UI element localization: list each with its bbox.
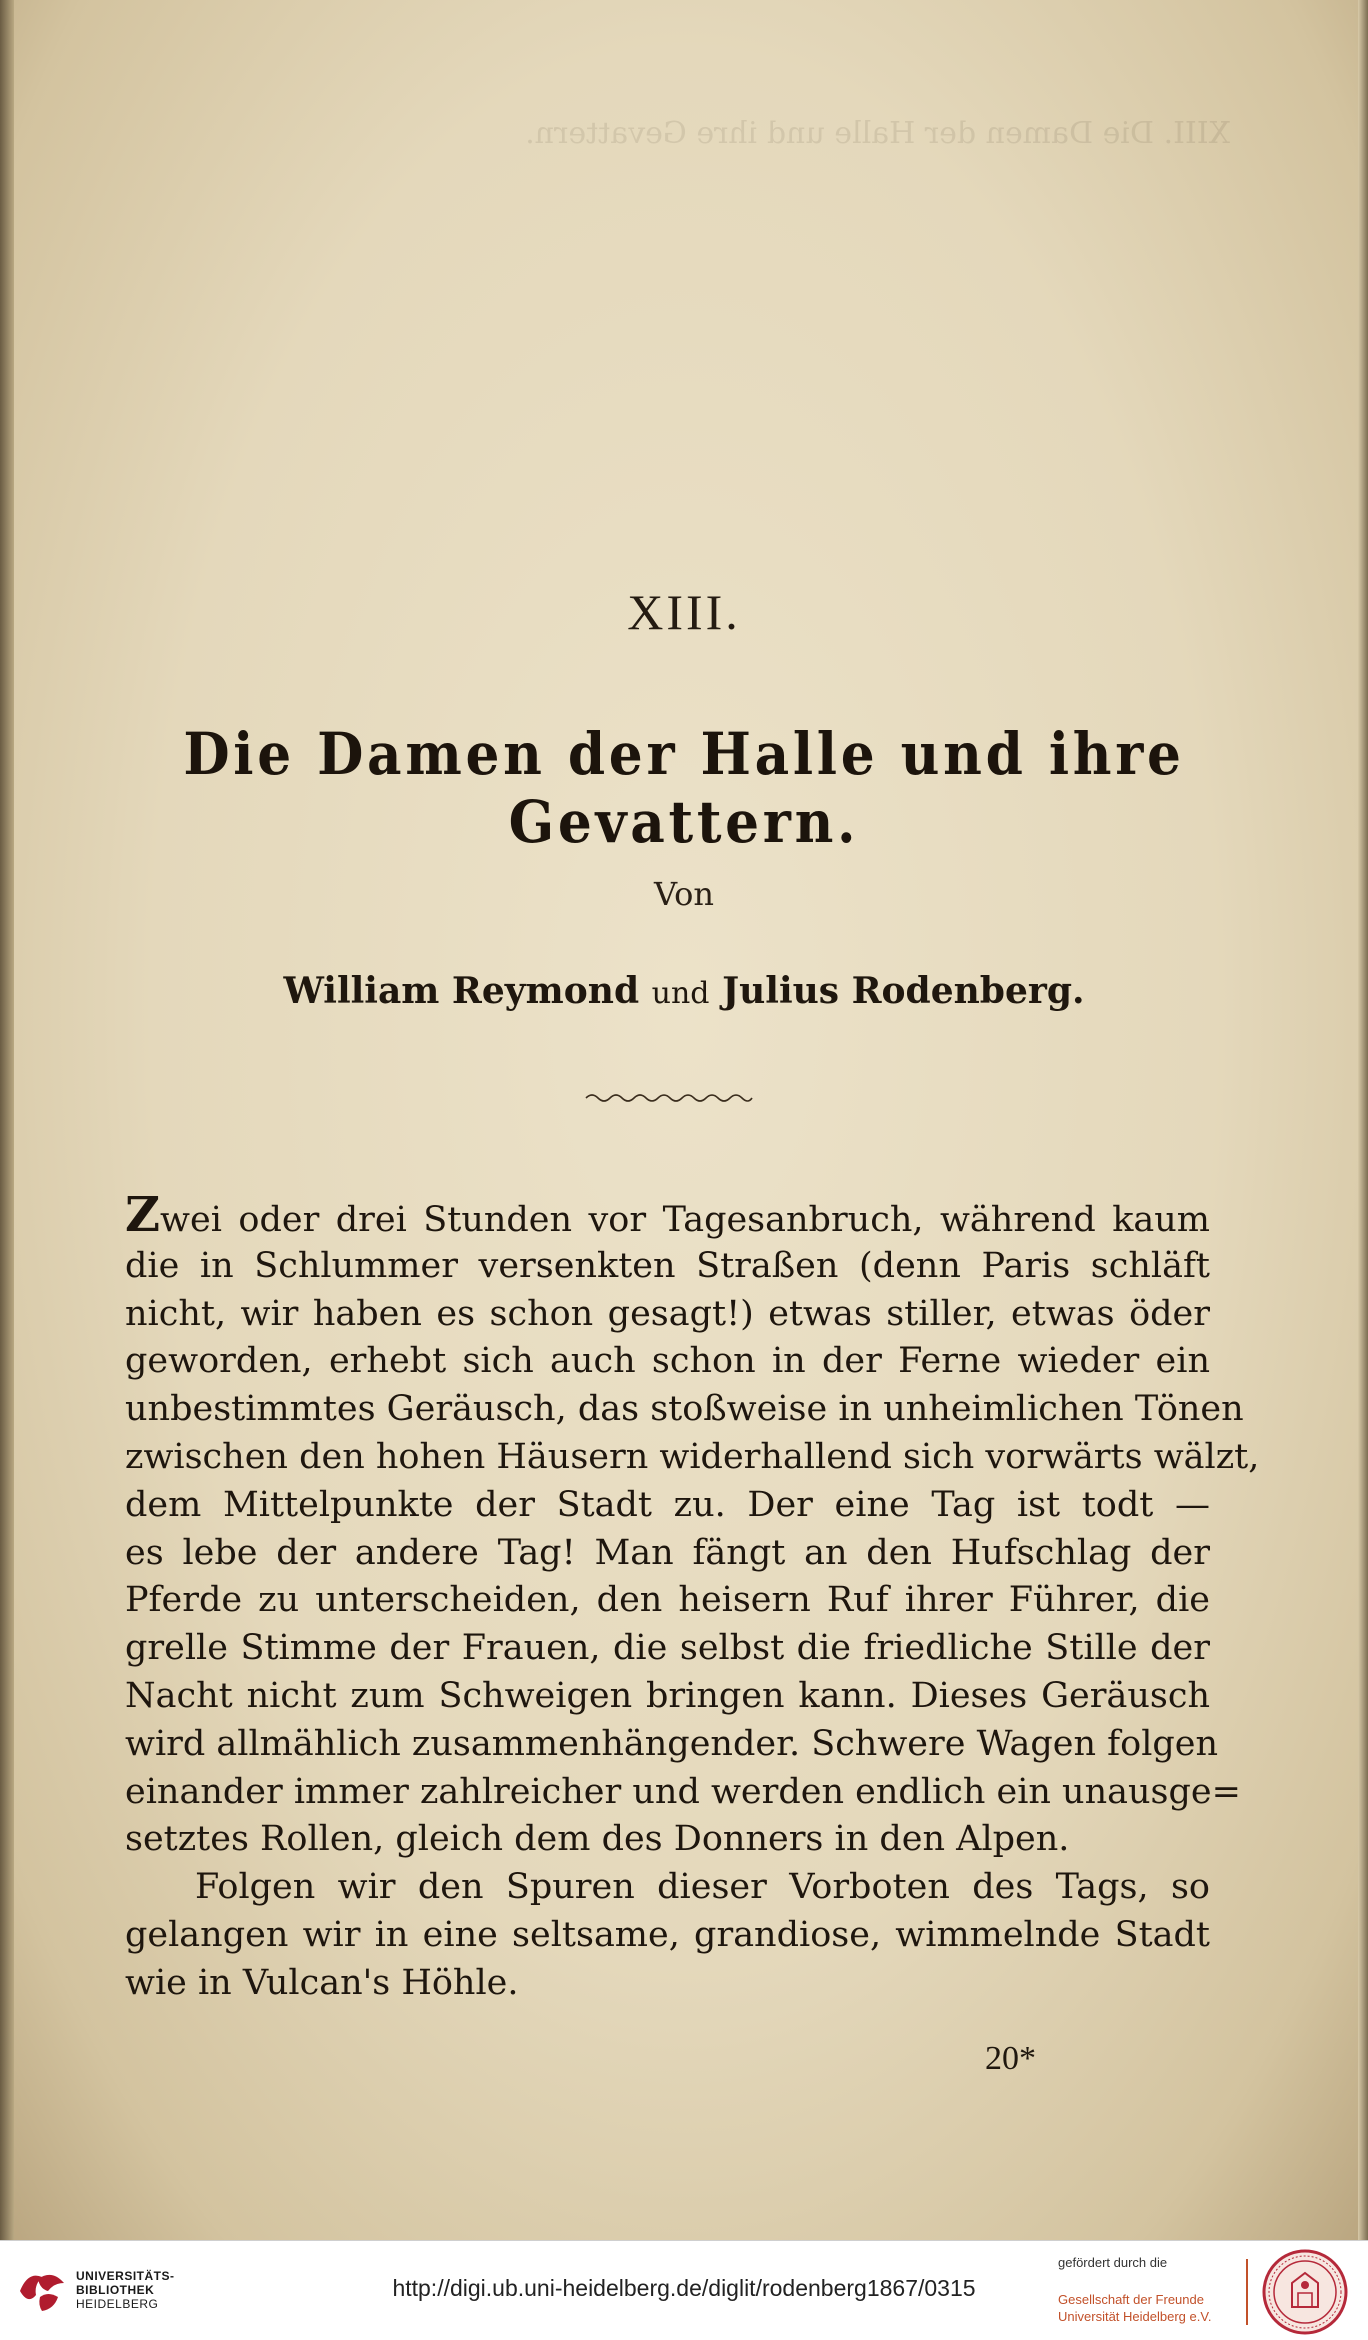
page-left-edge — [0, 0, 14, 2240]
society-name[interactable] — [1058, 2291, 1211, 2325]
chapter-number: XIII. — [627, 584, 741, 640]
author-1: William Reymond — [283, 970, 640, 1012]
bleed-through-text: XIII. Die Damen der Halle und ihre Gevattern. — [525, 116, 1230, 151]
society-name-line-2: Universität Heidelberg e.V. — [1058, 2309, 1212, 2324]
author-connector: und — [651, 976, 710, 1011]
text-line: unbestimmtes Geräusch, das stoßweise in unheimlichen Tönen — [125, 1389, 1244, 1430]
text-line: geworden, erhebt sich auch schon in der Ferne wieder ein — [125, 1341, 1210, 1382]
signature-mark: 20* — [985, 2040, 1036, 2077]
page-right-edge — [1358, 0, 1368, 2240]
text-line: nicht, wir haben es schon gesagt!) etwas stiller, etwas öder — [125, 1293, 1210, 1334]
text-line: Nacht nicht zum Schweigen bringen kann. Dieses Geräusch — [125, 1675, 1210, 1716]
society-name-line-1: Gesellschaft der Freunde — [1058, 2292, 1204, 2307]
text-line: einander immer zahlreicher und werden endlich ein unausge= — [125, 1771, 1241, 1812]
university-seal-icon[interactable] — [1262, 2249, 1348, 2335]
text-line: setztes Rollen, gleich dem des Donners in den Alpen. — [125, 1819, 1070, 1860]
chapter-title: Die Damen der Halle und ihre Gevattern. — [183, 720, 1185, 856]
text-line: gelangen wir in eine seltsame, grandiose, wimmelnde Stadt — [125, 1914, 1210, 1955]
byline: Von — [653, 875, 715, 913]
author-2: Julius Rodenberg. — [722, 970, 1085, 1012]
text-line: die in Schlummer versenkten Straßen (denn Paris schläft — [125, 1245, 1210, 1286]
text-line: es lebe der andere Tag! Man fängt an den Hufschlag der — [125, 1532, 1210, 1573]
text-line: wie in Vulcan's Höhle. — [125, 1962, 519, 2003]
text-line: Pferde zu unterscheiden, den heisern Ruf ihrer Führer, die — [125, 1580, 1210, 1621]
wavy-rule-ornament — [584, 1090, 754, 1106]
text-line: Folgen wir den Spuren dieser Vorboten des Tags, so — [195, 1867, 1210, 1908]
permalink-url[interactable]: http://digi.ub.uni-heidelberg.de/diglit/rodenberg1867/0315 — [392, 2275, 976, 2301]
drop-cap: Z — [125, 1187, 161, 1243]
text-line: wird allmählich zusammenhängender. Schwere Wagen folgen — [125, 1723, 1219, 1764]
text-line: dem Mittelpunkte der Stadt zu. Der eine Tag ist todt — — [125, 1484, 1210, 1525]
library-name-line-2: BIBLIOTHEK — [76, 2283, 155, 2297]
text-line: grelle Stimme der Frauen, die selbst die friedliche Stille der — [125, 1628, 1210, 1669]
body-text — [125, 1187, 1260, 2008]
authors — [0, 970, 1368, 1012]
text-line: zwischen den hohen Häusern widerhallend sich vorwärts wälzt, — [125, 1436, 1260, 1477]
footer-divider — [1246, 2259, 1248, 2325]
footer-bar — [0, 2240, 1368, 2340]
supported-by-label: gefördert durch die — [1058, 2255, 1168, 2270]
text-line: Zwei oder drei Stunden vor Tagesanbruch, während kaum — [125, 1187, 1210, 1243]
library-name-line-1: UNIVERSITÄTS- — [76, 2269, 175, 2283]
library-name-line-3: HEIDELBERG — [76, 2297, 159, 2311]
